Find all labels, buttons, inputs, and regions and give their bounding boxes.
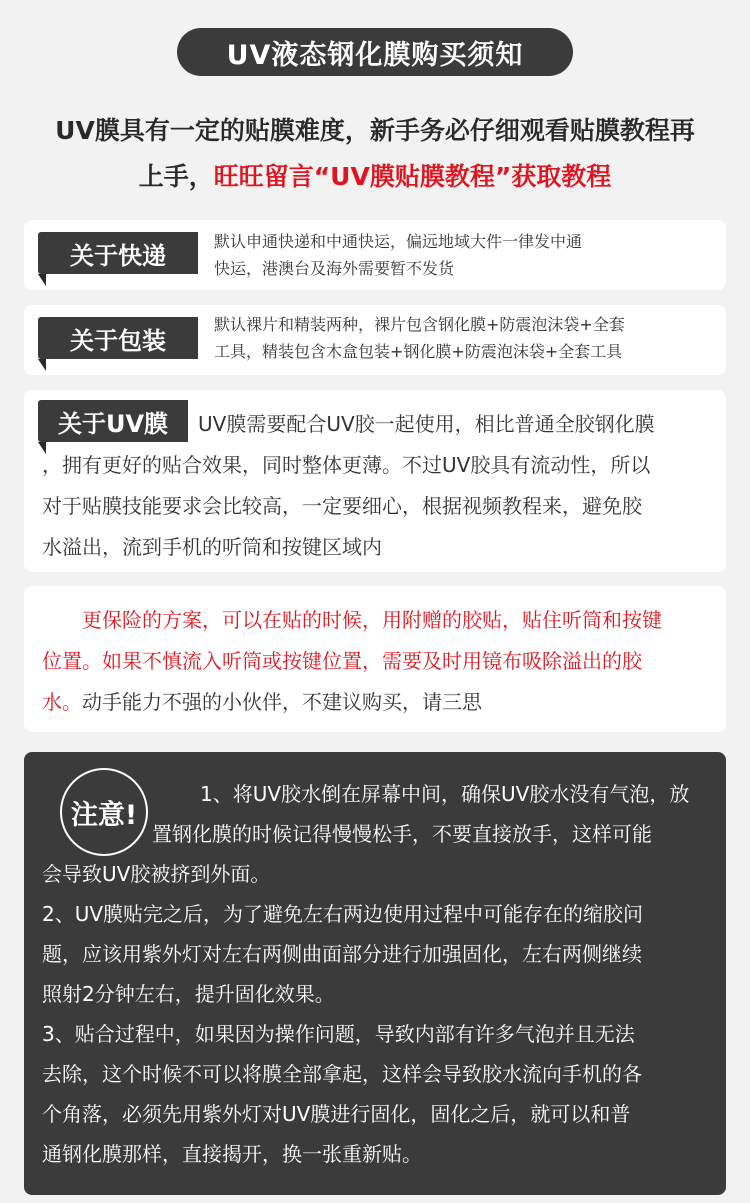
- notice-item-3-line-3: 个角落，必须先用紫外灯对UV膜进行固化，固化之后，就可以和普: [42, 1102, 631, 1126]
- notice-item-3-line-4: 通钢化膜那样，直接揭开，换一张重新贴。: [42, 1142, 422, 1166]
- packaging-line-1: 默认裸片和精装两种，裸片包含钢化膜+防震泡沫袋+全套: [214, 315, 625, 334]
- uv-film-line-3: 对于贴膜技能要求会比较高，一定要细心，根据视频教程来，避免胶: [42, 494, 642, 518]
- notice-card: [24, 752, 726, 1195]
- express-tag: 关于快递: [38, 232, 198, 274]
- intro-line-2: [0, 154, 750, 200]
- notice-badge: 注意!: [60, 768, 148, 856]
- tip-text: [42, 600, 718, 723]
- packaging-card: [24, 305, 726, 375]
- notice-item-3-line-2: 去除，这个时候不可以将膜全部拿起，这样会导致胶水流向手机的各: [42, 1062, 642, 1086]
- page-title: UV液态钢化膜购买须知: [177, 28, 573, 76]
- notice-item-1-line-3: 会导致UV胶被挤到外面。: [42, 862, 271, 886]
- tip-line-2: 位置。如果不慎流入听筒或按键位置，需要及时用镜布吸除溢出的胶: [42, 649, 642, 673]
- notice-item-3-line-1: 3、贴合过程中，如果因为操作问题，导致内部有许多气泡并且无法: [42, 1022, 635, 1046]
- uv-film-line-2: ，拥有更好的贴合效果，同时整体更薄。不过UV胶具有流动性，所以: [42, 453, 651, 477]
- notice-item-2-line-1: 2、UV膜贴完之后，为了避免左右两边使用过程中可能存在的缩胶问: [42, 902, 644, 926]
- intro-line-1: UV膜具有一定的贴膜难度，新手务必仔细观看贴膜教程再: [55, 116, 695, 145]
- notice-item-2-line-3: 照射2分钟左右，提升固化效果。: [42, 982, 335, 1006]
- uv-film-text: [42, 404, 718, 568]
- intro-tutorial-link-text: 旺旺留言“UV膜贴膜教程”获取教程: [213, 162, 612, 191]
- tip-card: [24, 586, 726, 732]
- intro-line-2-prefix: 上手，: [138, 162, 214, 191]
- express-line-1: 默认申通快递和中通快运，偏远地域大件一律发中通: [214, 232, 583, 251]
- express-line-2: 快运，港澳台及海外需要暂不发货: [214, 259, 455, 278]
- notice-text: [42, 774, 718, 1174]
- uv-film-line-4: 水溢出，流到手机的听筒和按键区域内: [42, 535, 382, 559]
- notice-item-1-line-2: 置钢化膜的时候记得慢慢松手，不要直接放手，这样可能: [152, 822, 652, 846]
- uv-film-card: [24, 390, 726, 572]
- express-card: [24, 220, 726, 290]
- tip-line-1: 更保险的方案，可以在贴的时候，用附赠的胶贴，贴住听筒和按键: [82, 608, 662, 632]
- packaging-tag: 关于包装: [38, 317, 198, 359]
- packaging-line-2: 工具，精装包含木盒包装+钢化膜+防震泡沫袋+全套工具: [214, 342, 623, 361]
- intro-notice: [0, 108, 750, 200]
- tip-line-3: 水。动手能力不强的小伙伴，不建议购买，请三思: [42, 690, 482, 714]
- express-text: [214, 228, 714, 282]
- uv-film-line-1: UV膜需要配合UV胶一起使用，相比普通全胶钢化膜: [198, 412, 655, 436]
- uv-film-tag: 关于UV膜: [38, 400, 188, 442]
- notice-item-1-line-1: 1、将UV胶水倒在屏幕中间，确保UV胶水没有气泡，放: [200, 782, 690, 806]
- packaging-text: [214, 311, 724, 365]
- notice-item-2-line-2: 题，应该用紫外灯对左右两侧曲面部分进行加强固化，左右两侧继续: [42, 942, 642, 966]
